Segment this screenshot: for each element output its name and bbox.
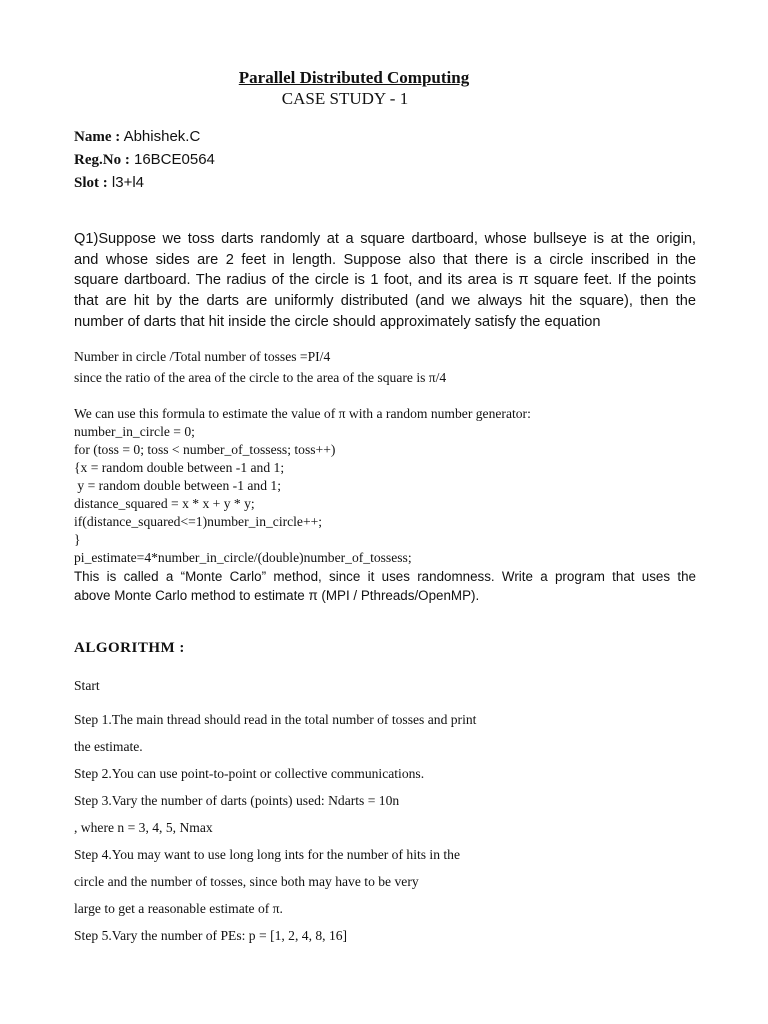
equation-line: Number in circle /Total number of tosses =PI/4 [74, 349, 331, 364]
regno-label: Reg.No : [74, 152, 130, 168]
question-line: square dartboard. The radius of the circle is 1 foot, and its area is π square feet. If the points [74, 272, 696, 289]
monte-carlo-line: above Monte Carlo method to estimate π (MPI / Pthreads/OpenMP). [74, 588, 480, 603]
slot-value: l3+l4 [107, 174, 145, 191]
algorithm-line: Step 4.You may want to use long long ints for the number of hits in the [74, 847, 461, 862]
code-line: y = random double between -1 and 1; [74, 478, 281, 493]
code-line: } [74, 532, 81, 547]
algorithm-heading: ALGORITHM : [74, 640, 185, 656]
name-row [74, 128, 200, 146]
code-line: pi_estimate=4*number_in_circle/(double)number_of_tossess; [74, 550, 412, 565]
algorithm-line: Step 1.The main thread should read in the total number of tosses and print [74, 712, 477, 727]
algorithm-line: Step 3.Vary the number of darts (points) used: Ndarts = 10n [74, 793, 400, 808]
regno-row [74, 151, 215, 169]
algorithm-line: , where n = 3, 4, 5, Nmax [74, 820, 213, 835]
name-value: Abhishek.C [120, 128, 201, 145]
code-line: if(distance_squared<=1)number_in_circle++; [74, 514, 323, 529]
code-line: for (toss = 0; toss < number_of_tossess; toss++) [74, 442, 336, 457]
regno-value: 16BCE0564 [129, 151, 215, 168]
slot-label: Slot : [74, 175, 108, 191]
document-title: Parallel Distributed Computing [238, 68, 470, 87]
code-line: {x = random double between -1 and 1; [74, 460, 285, 475]
algorithm-line: circle and the number of tosses, since both may have to be very [74, 874, 419, 889]
question-paragraph [74, 229, 696, 333]
question-line: and whose sides are 2 feet in length. Suppose also that there is a circle inscribed in the [74, 251, 696, 268]
algorithm-line: the estimate. [74, 739, 143, 754]
algorithm-line: Step 5.Vary the number of PEs: p = [1, 2, 4, 8, 16] [74, 928, 348, 943]
question-line: that are hit by the darts are uniformly distributed (and we always hit the square), then the [74, 293, 696, 310]
document-subtitle: CASE STUDY - 1 [281, 89, 409, 108]
question-line: number of darts that hit inside the circle should approximately satisfy the equation [74, 313, 601, 330]
code-line: number_in_circle = 0; [74, 424, 195, 439]
algorithm-line: Start [74, 678, 100, 693]
algorithm-line: Step 2.You can use point-to-point or collective communications. [74, 766, 425, 781]
question-line: Q1)Suppose we toss darts randomly at a square dartboard, whose bullseye is at the origin, [74, 231, 696, 247]
monte-carlo-line: This is called a “Monte Carlo” method, since it uses randomness. Write a program that uses the [74, 569, 696, 584]
algorithm-line: large to get a reasonable estimate of π. [74, 901, 283, 916]
equation-explanation: since the ratio of the area of the circle to the area of the square is π/4 [74, 370, 447, 385]
slot-row [74, 174, 144, 192]
code-line: We can use this formula to estimate the value of π with a random number generator: [74, 406, 531, 421]
name-label: Name : [74, 129, 121, 145]
code-line: distance_squared = x * x + y * y; [74, 496, 255, 511]
